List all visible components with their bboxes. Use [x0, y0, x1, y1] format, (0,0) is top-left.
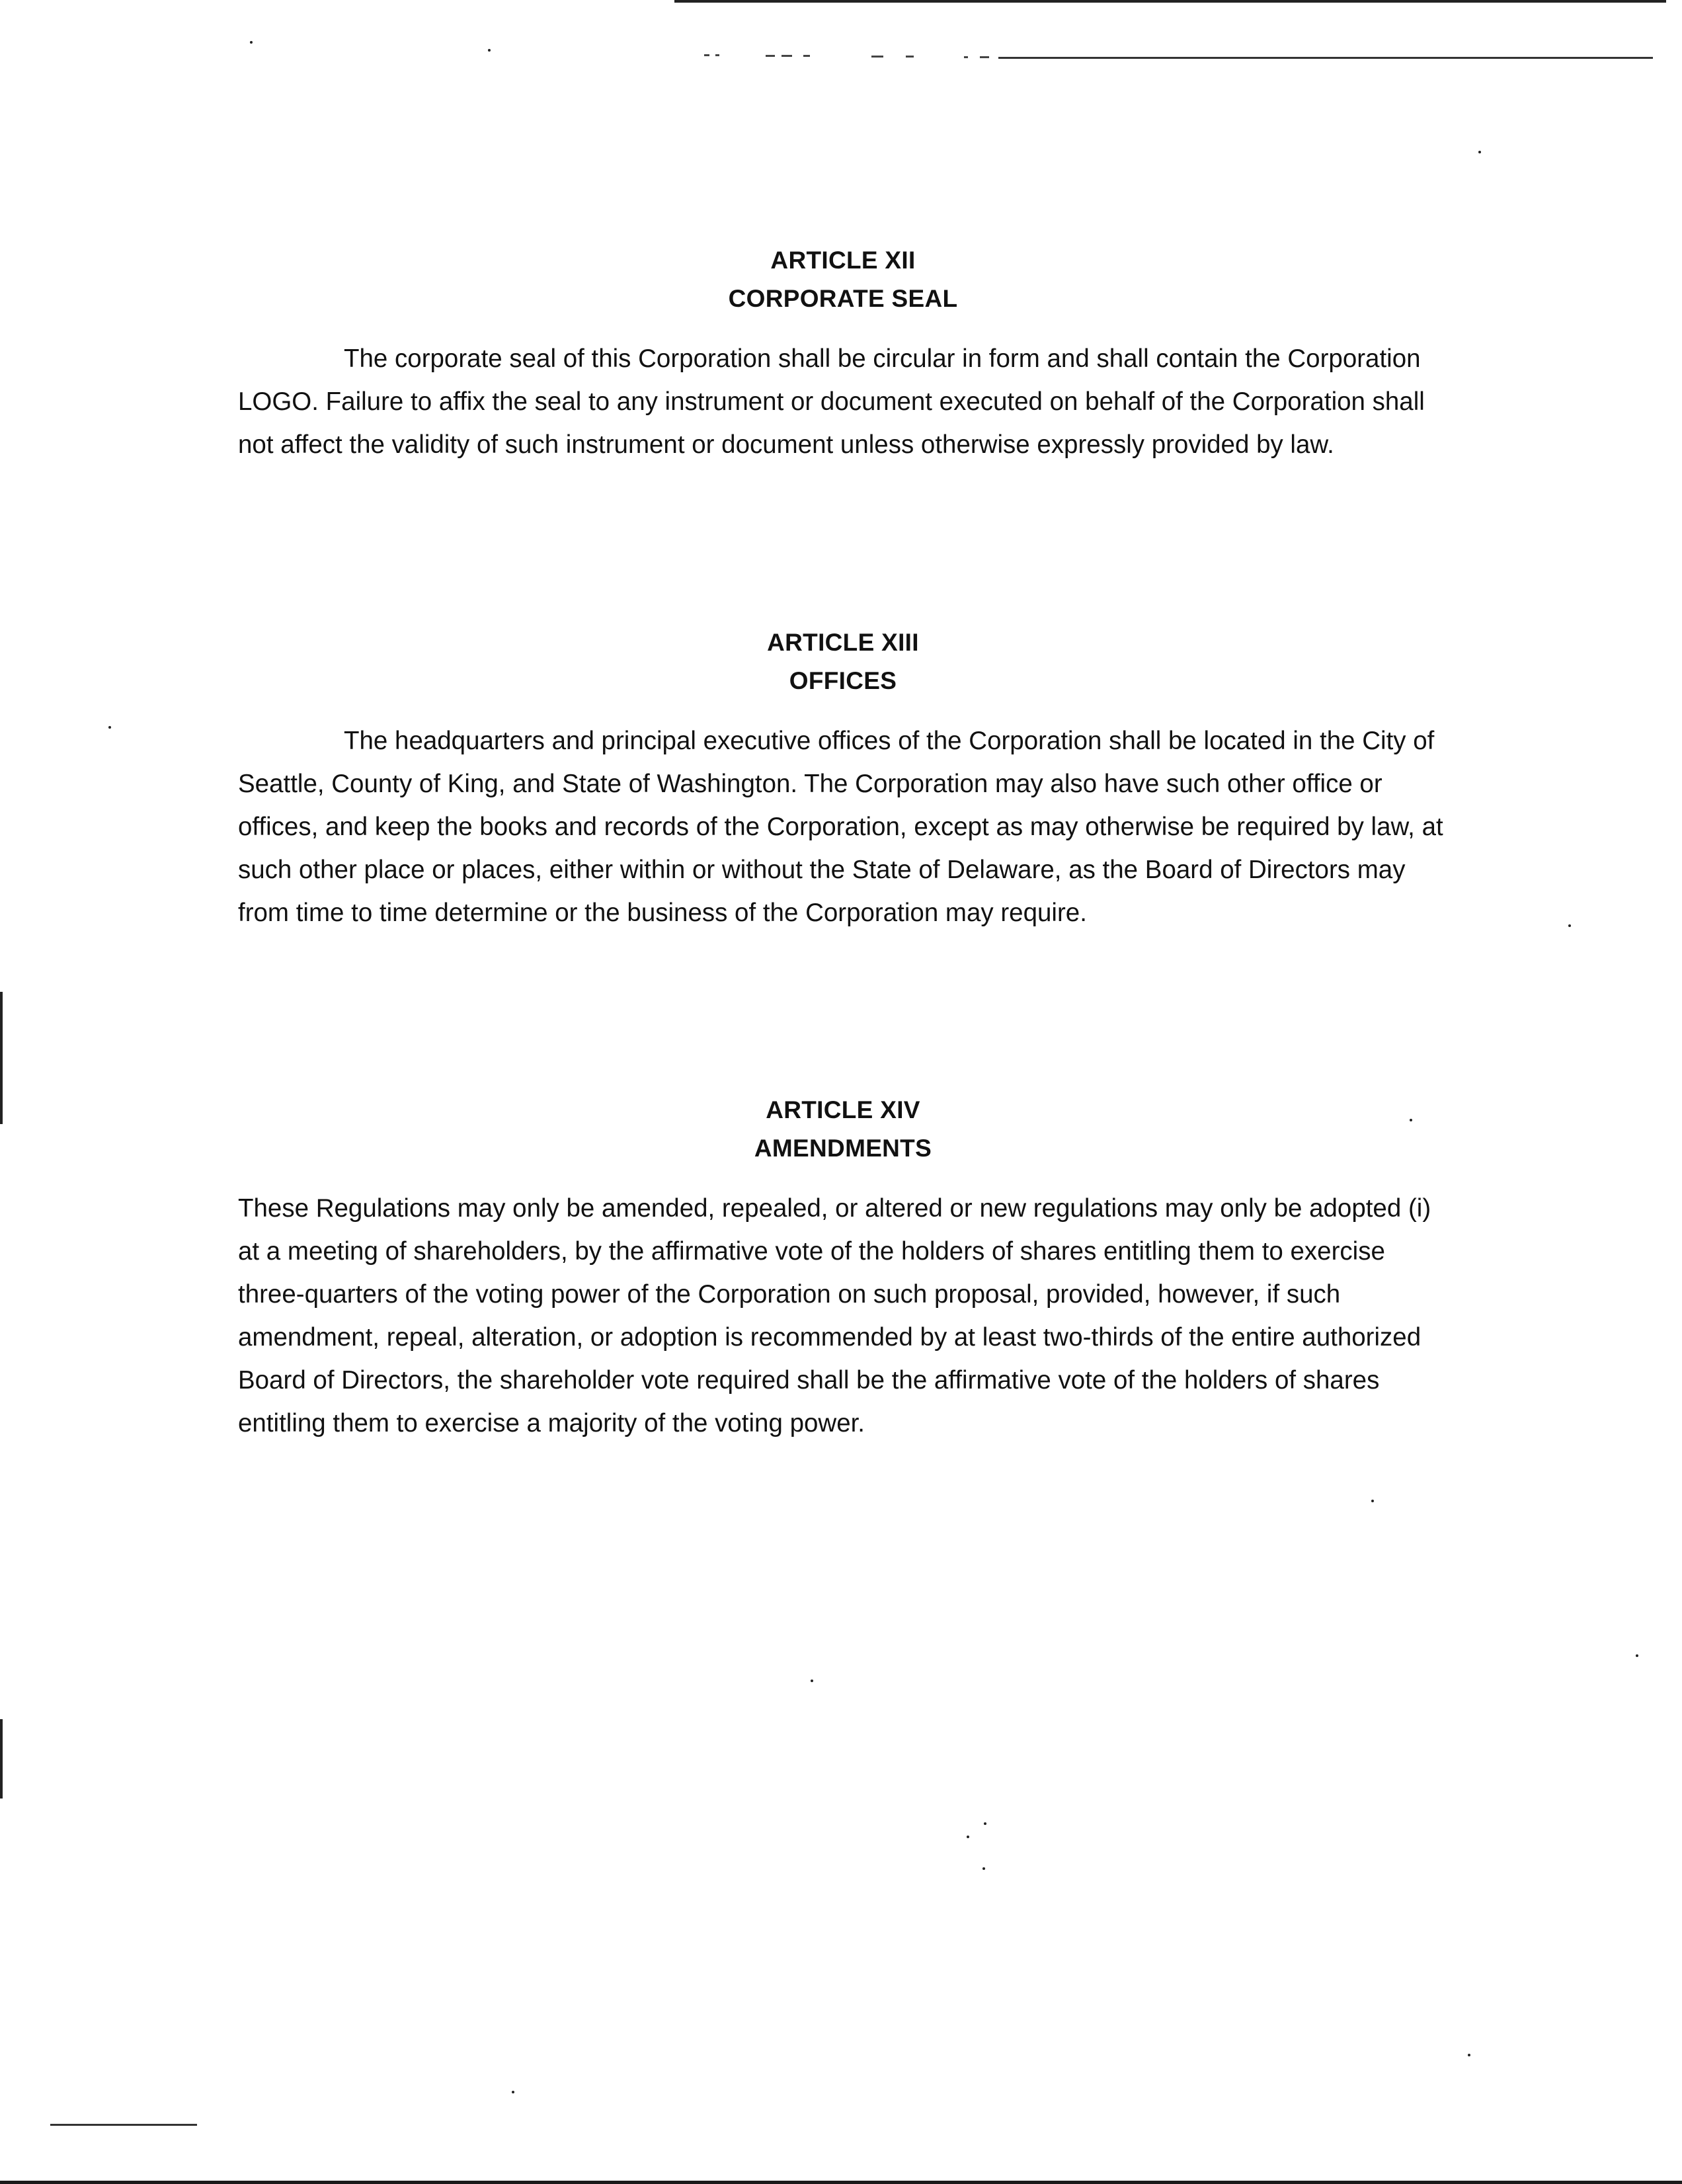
article-title: CORPORATE SEAL [728, 285, 958, 312]
article-xiv [238, 1094, 1448, 1445]
scan-bottom-border [0, 2181, 1682, 2184]
scan-speck [984, 1822, 986, 1825]
article-title: OFFICES [789, 667, 897, 694]
scan-speck [982, 1867, 985, 1870]
article-number: ARTICLE XIII [767, 629, 919, 656]
scan-speck [1478, 151, 1481, 153]
article-number: ARTICLE XIV [766, 1096, 920, 1123]
scan-dash [715, 54, 719, 56]
scan-speck [108, 726, 111, 729]
article-xiii [238, 627, 1448, 934]
scan-dash [781, 55, 792, 57]
scan-speck [512, 2091, 514, 2093]
scan-dash [704, 54, 709, 56]
article-body: The corporate seal of this Corporation shall be circular in form and shall contain the Corporation LOGO. Failure to affix the seal to any instrument or document executed on behalf of the Corporation shall not affect the validity of such instrument or document unless otherwise expressly provided by law. [238, 344, 1425, 459]
scan-dash [766, 55, 775, 57]
scan-speck [1568, 924, 1571, 927]
scan-left-edge [0, 992, 3, 1124]
scan-dash [906, 56, 914, 58]
article-title: AMENDMENTS [754, 1135, 932, 1162]
scan-dash [964, 56, 968, 58]
scan-top-border [674, 0, 1666, 3]
article-body: These Regulations may only be amended, repealed, or altered or new regulations may only be adopted (i) at a meeting of shareholders, by the affirmative vote of the holders of shares entitling them to exercise three-quarters of the voting power of the Corporation on such proposal, provided, however, if such amendment, repeal, alteration, or adoption is recommended by at least two-thirds of the entire authorized Board of Directors, the shareholder vote required shall be the affirmative vote of the holders of shares entitling them to exercise a majority of the voting power. [238, 1194, 1431, 1437]
scan-left-edge [0, 1719, 3, 1799]
scan-speck [1371, 1500, 1374, 1502]
scan-bottom-left-rule [50, 2124, 197, 2126]
article-body: The headquarters and principal executive offices of the Corporation shall be located in the City of Seattle, County of King, and State of Washington. The Corporation may also have such other office or offices, and keep the books and records of the Corporation, except as may otherwise be required by law, at such other place or places, either within or without the State of Delaware, as the Board of Directors may from time to time determine or the business of the Corporation may require. [238, 727, 1443, 927]
scan-speck [967, 1836, 969, 1838]
scan-top-rule [998, 57, 1653, 59]
article-number: ARTICLE XII [770, 247, 916, 274]
scan-speck [811, 1679, 813, 1682]
scan-speck [488, 49, 491, 52]
scan-dash [803, 55, 810, 57]
scan-speck [250, 41, 253, 44]
scan-speck [1636, 1654, 1638, 1657]
scan-dash [871, 56, 883, 58]
scan-speck [1468, 2054, 1470, 2056]
scan-dash [980, 56, 989, 58]
article-xii [238, 245, 1448, 466]
